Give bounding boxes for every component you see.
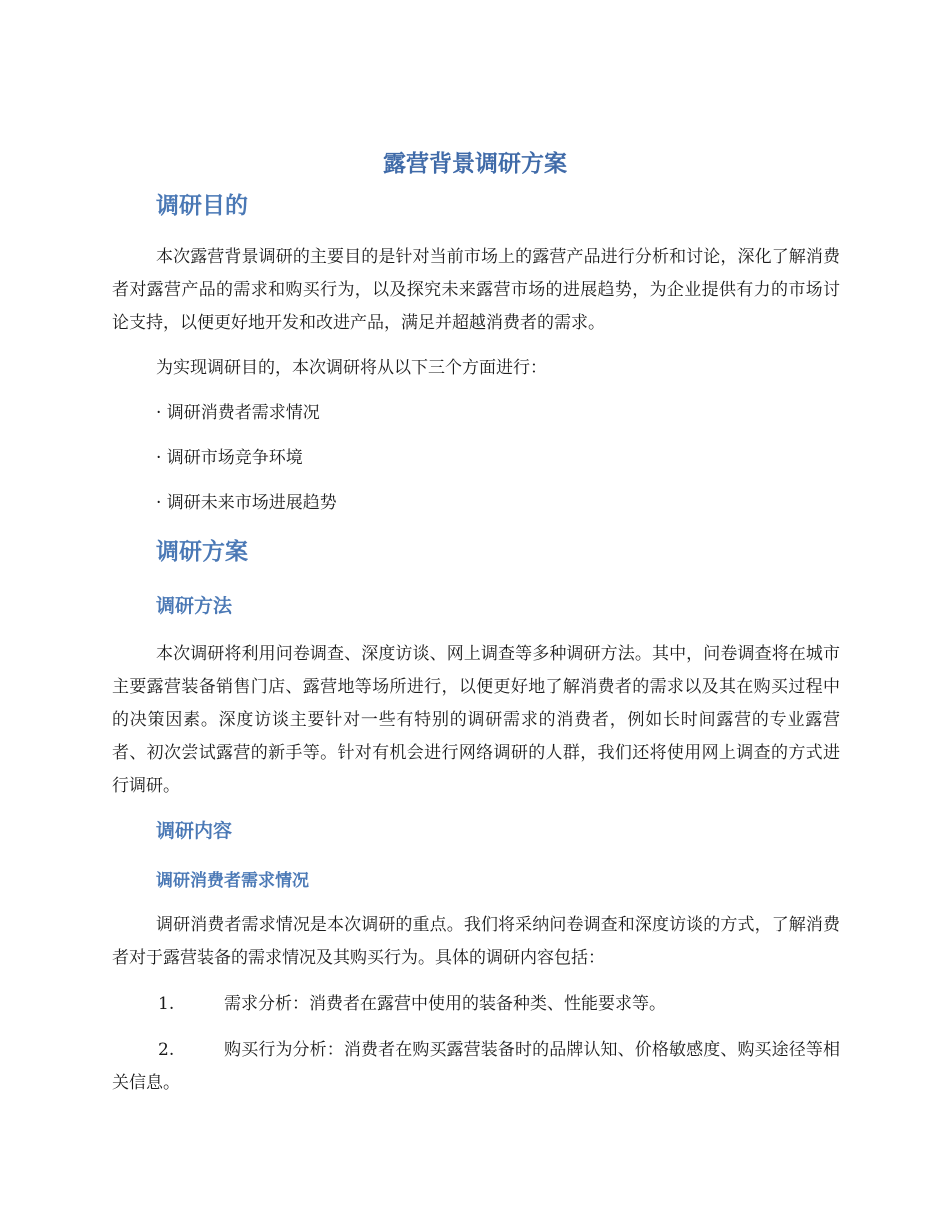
heading-research-method: 调研方法	[156, 595, 233, 617]
bullet-item-consumer-demand: · 调研消费者需求情况	[156, 403, 320, 423]
document-title: 露营背景调研方案	[383, 151, 567, 177]
heading-consumer-demand: 调研消费者需求情况	[156, 871, 309, 891]
bullet-item-competition: · 调研市场竞争环境	[156, 448, 303, 468]
heading-research-plan: 调研方案	[156, 539, 248, 565]
numbered-item-1	[112, 988, 840, 1021]
heading-research-purpose: 调研目的	[156, 193, 248, 219]
paragraph-method: 本次调研将利用问卷调查、深度访谈、网上调查等多种调研方法。其中，问卷调查将在城市主要露营装备销售门店、露营地等场所进行，以便更好地了解消费者的需求以及其在购买过程中的决策因素。深度访谈主要针对一些有特别的调研需求的消费者，例如长时间露营的专业露营者、初次尝试露营的新手等。针对有机会进行网络调研的人群，我们还将使用网上调查的方式进行调研。	[112, 644, 840, 796]
item-text: 需求分析：消费者在露营中使用的装备种类、性能要求等。	[224, 994, 666, 1014]
item-number: 2.	[158, 1040, 175, 1060]
paragraph-purpose: 本次露营背景调研的主要目的是针对当前市场上的露营产品进行分析和讨论，深化了解消费者对露营产品的需求和购买行为，以及探究未来露营市场的进展趋势，为企业提供有力的市场讨论支持，以便更好地开发和改进产品，满足并超越消费者的需求。	[112, 247, 840, 333]
numbered-item-2	[112, 1034, 840, 1100]
heading-research-content: 调研内容	[156, 820, 233, 842]
paragraph-consumer-demand: 调研消费者需求情况是本次调研的重点。我们将采纳问卷调查和深度访谈的方式，了解消费者对于露营装备的需求情况及其购买行为。具体的调研内容包括：	[112, 915, 840, 968]
paragraph-aspects-intro: 为实现调研目的，本次调研将从以下三个方面进行：	[156, 358, 547, 378]
bullet-item-trend: · 调研未来市场进展趋势	[156, 493, 337, 513]
item-text: 购买行为分析：消费者在购买露营装备时的品牌认知、价格敏感度、购买途径等相关信息。	[112, 1040, 840, 1093]
item-number: 1.	[158, 994, 175, 1014]
